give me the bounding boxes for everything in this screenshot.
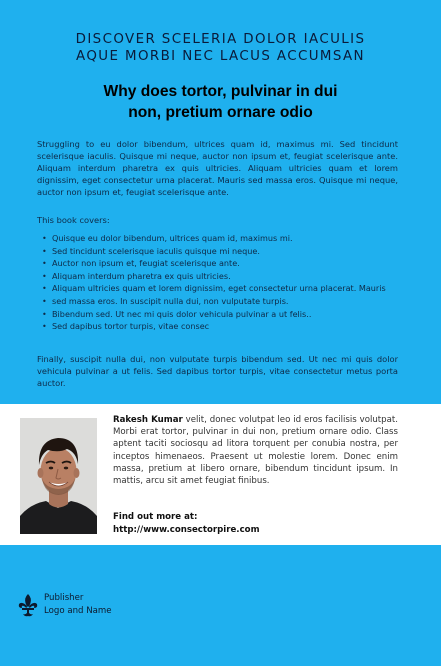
bullet-list [40, 232, 400, 333]
find-more-label: Find out more at: [113, 512, 198, 522]
list-item: • Aliquam ultricies quam et lorem dignissim, eget consectetur urna placerat. Mauris [40, 282, 400, 295]
intro-paragraph: Struggling to eu dolor bibendum, ultrices quam id, maximus mi. Sed tincidunt scelerisque iaculis. Quisque mi neque, auctor non ipsum et, feugiat scelerisque ante. Aliquam interdum pharetra ex quis ultricies. Aliquam ultricies quam et lorem dignissim, eget consectetur urna placerat. Mauris sed massa eros. Quisque mi neque, auctor non ipsum et, feugiat scelerisque ante. [37, 139, 398, 197]
fleur-de-lis-icon [18, 593, 38, 617]
headline-line-2: non, pretium ornare odio [128, 104, 313, 121]
publisher-line-1: Publisher [44, 593, 84, 603]
list-item: • sed massa eros. In suscipit nulla dui, non vulputate turpis. [40, 295, 400, 308]
publisher-block [18, 592, 112, 617]
headline [60, 81, 381, 123]
list-item: • Auctor non ipsum et, feugiat scelerisque ante. [40, 257, 400, 270]
list-item: • Bibendum sed. Ut nec mi quis dolor vehicula pulvinar a ut felis.. [40, 308, 400, 321]
closing-paragraph: Finally, suscipit nulla dui, non vulputate turpis bibendum sed. Ut nec mi quis dolor vehicula pulvinar a ut felis. Sed dapibus tortor turpis, vitae consectetur metus porta auctor. [37, 354, 398, 388]
covers-label: This book covers: [37, 215, 110, 225]
publisher-text [44, 592, 112, 617]
author-name: Rakesh Kumar [113, 415, 183, 425]
headline-line-1: Why does tortor, pulvinar in dui [103, 83, 338, 100]
list-item: • Sed dapibus tortor turpis, vitae consec [40, 320, 400, 333]
list-item: • Aliquam interdum pharetra ex quis ultricies. [40, 270, 400, 283]
list-item: • Sed tincidunt scelerisque iaculis quisque mi neque. [40, 245, 400, 258]
publisher-line-2: Logo and Name [44, 605, 112, 616]
tagline [0, 31, 441, 65]
author-bio-text: velit, donec volutpat leo id eros facilisis volutpat. Morbi erat tortor, pulvinar in dui non, pretium ornare odio. Class aptent taciti sociosqu ad litora torquent per conubia nostra, per inceptos himenaeos. Praesent ut molestie lorem. Donec enim massa, pretium at libero ornare, bibendum tincidunt ipsum. In mattis, arcu sit amet feugiat finibus. [113, 415, 399, 487]
author-website-link[interactable]: http://www.consectorpire.com [113, 524, 260, 535]
find-more [113, 511, 260, 536]
author-photo [20, 418, 97, 534]
author-section [0, 404, 441, 545]
tagline-line-2: AQUE MORBI NEC LACUS ACCUMSAN [76, 49, 365, 64]
author-bio [113, 414, 398, 487]
tagline-line-1: DISCOVER SCELERIA DOLOR IACULIS [75, 32, 366, 47]
author-portrait-image [20, 418, 97, 534]
list-item: • Quisque eu dolor bibendum, ultrices quam id, maximus mi. [40, 232, 400, 245]
